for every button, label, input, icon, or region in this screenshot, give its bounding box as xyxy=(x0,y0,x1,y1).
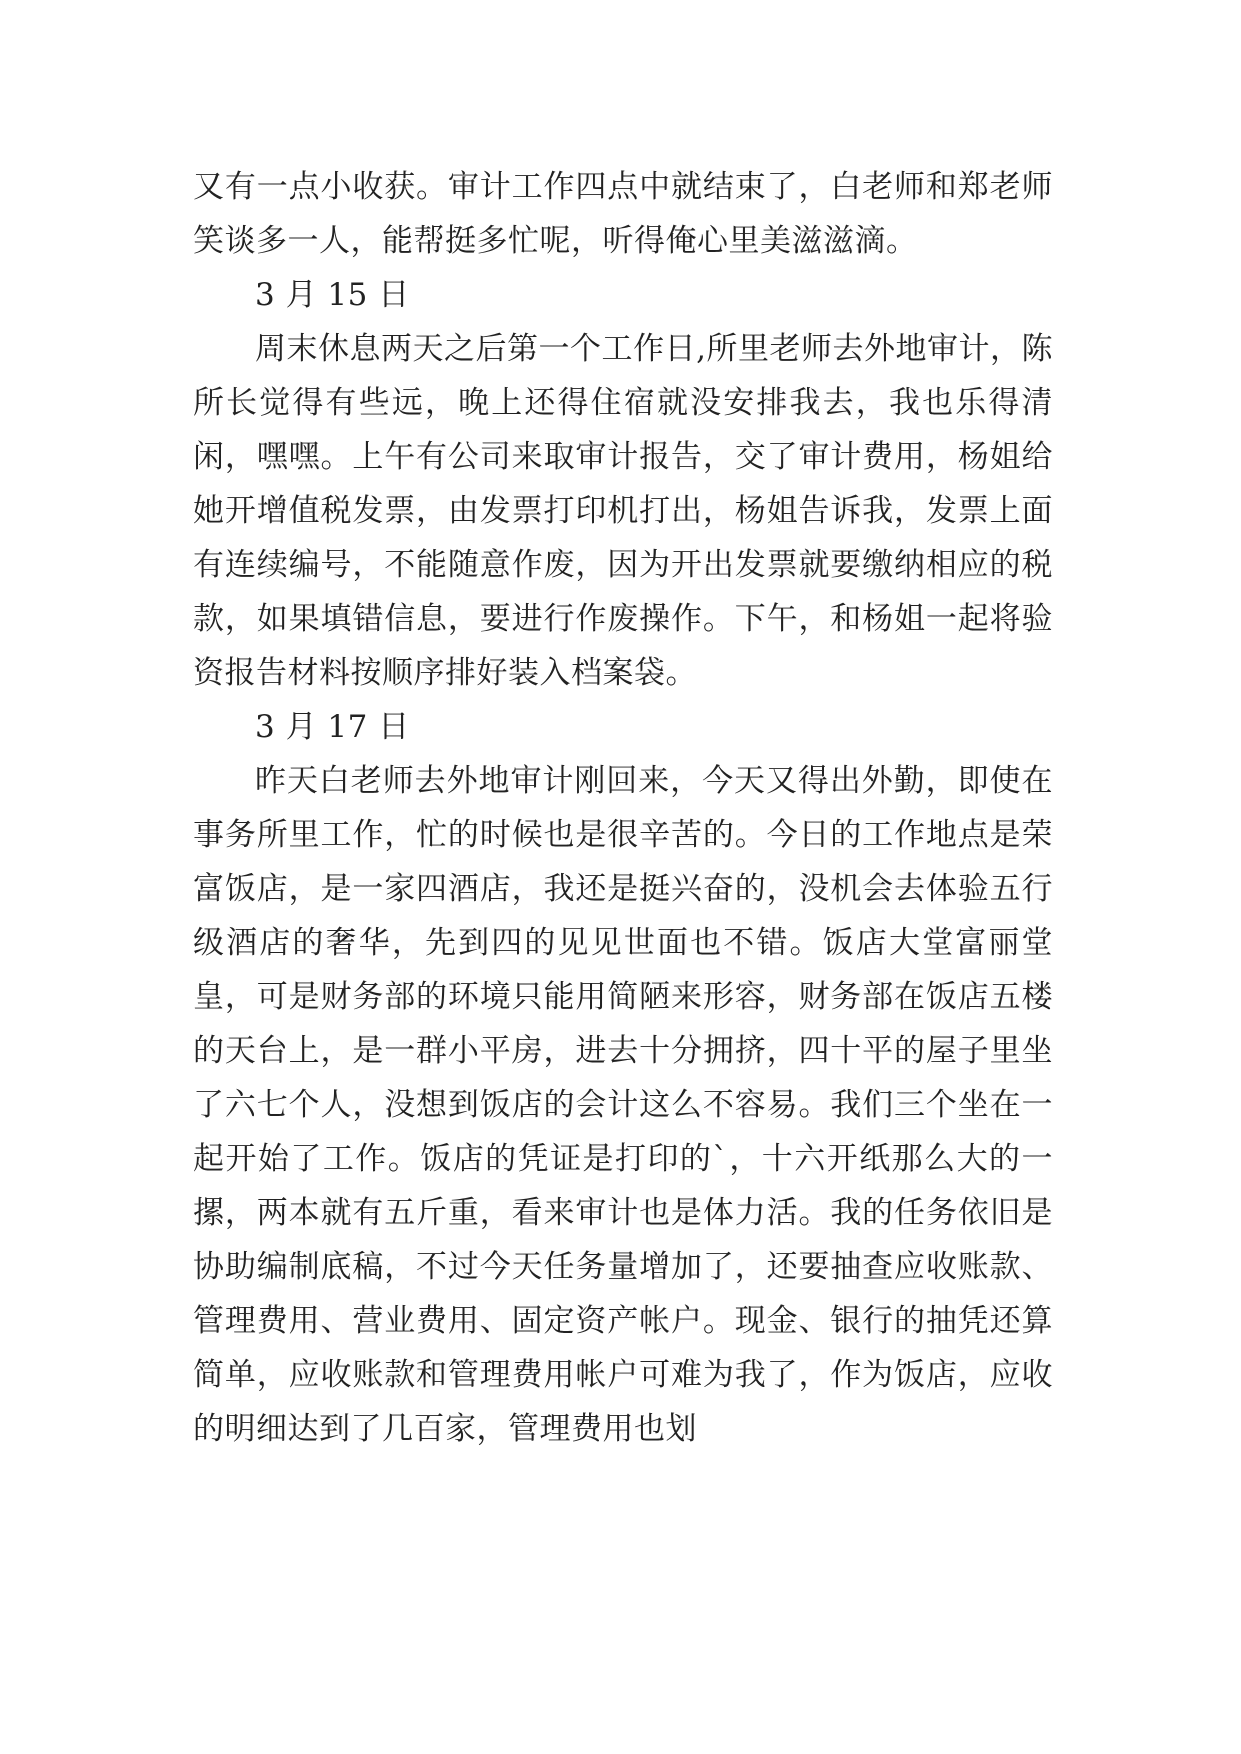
paragraph-mar-17: 昨天白老师去外地审计刚回来，今天又得出外勤，即使在事务所里工作，忙的时候也是很辛苦的。今日的工作地点是荣富饭店，是一家四酒店，我还是挺兴奋的，没机会去体验五行级酒店的奢华，先到四的见见世面也不错。饭店大堂富丽堂皇，可是财务部的环境只能用简陋来形容，财务部在饭店五楼的天台上，是一群小平房，进去十分拥挤，四十平的屋子里坐了六七个人，没想到饭店的会计这么不容易。我们三个坐在一起开始了工作。饭店的凭证是打印的`，十六开纸那么大的一摞，两本就有五斤重，看来审计也是体力活。我的任务依旧是协助编制底稿，不过今天任务量增加了，还要抽查应收账款、管理费用、营业费用、固定资产帐户。现金、银行的抽凭还算简单，应收账款和管理费用帐户可难为我了，作为饭店，应收的明细达到了几百家，管理费用也划 xyxy=(193,763,1053,1447)
date-heading-mar-17: 3 月 17 日 xyxy=(255,709,410,745)
paragraph-continuation: 又有一点小收获。审计工作四点中就结束了，白老师和郑老师笑谈多一人，能帮挺多忙呢，听得俺心里美滋滋滴。 xyxy=(193,169,1053,259)
document-page xyxy=(193,160,1053,1456)
paragraph-mar-15: 周末休息两天之后第一个工作日,所里老师去外地审计，陈所长觉得有些远，晚上还得住宿就没安排我去，我也乐得清闲，嘿嘿。上午有公司来取审计报告，交了审计费用，杨姐给她开增值税发票，由发票打印机打出，杨姐告诉我，发票上面有连续编号，不能随意作废，因为开出发票就要缴纳相应的税款，如果填错信息，要进行作废操作。下午，和杨姐一起将验资报告材料按顺序排好装入档案袋。 xyxy=(193,331,1053,691)
date-heading-mar-15: 3 月 15 日 xyxy=(255,277,410,313)
